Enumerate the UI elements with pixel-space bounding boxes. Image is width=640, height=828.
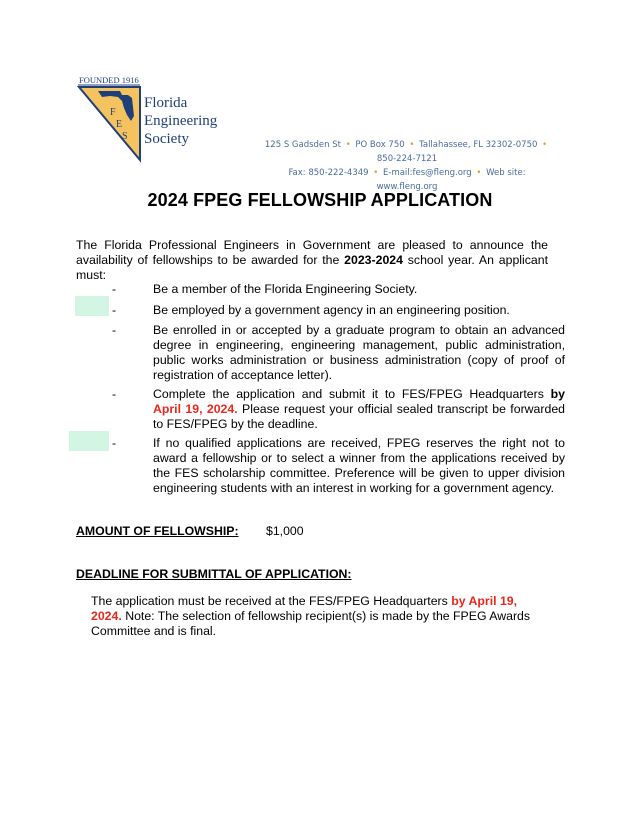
- logo-letter-f: F: [110, 107, 116, 118]
- page-title: 2024 FPEG FELLOWSHIP APPLICATION: [147, 190, 493, 210]
- deadline-heading: DEADLINE FOR SUBMITTAL OF APPLICATION:: [76, 567, 352, 581]
- amount-value: $1,000: [266, 524, 304, 538]
- logo-name-line2: Engineering: [144, 113, 218, 129]
- fes-logo: [76, 74, 256, 164]
- address-line: 125 S Gadsden St • PO Box 750 • Tallahassee, FL 32302-0750 • 850-224-7121: [264, 140, 548, 164]
- letterhead-address: [262, 138, 552, 194]
- logo-name-line1: Florida: [144, 95, 188, 111]
- contact-line: Fax: 850-222-4349 • E-mail:fes@fleng.org • Web site: www.fleng.org: [288, 168, 526, 192]
- deadline-paragraph: The application must be received at the FES/FPEG Headquarters by April 19, 2024. Note: The selection of fellowship recipient(s) is made by the FPEG Awards Committee and is final.: [91, 594, 531, 638]
- logo-letter-s: S: [122, 131, 128, 142]
- intro-paragraph: The Florida Professional Engineers in Government are pleased to announce the availability of fellowships to be awarded for the 2023-2024 school year. An applicant must:: [76, 238, 548, 282]
- logo-letter-e: E: [116, 119, 123, 130]
- highlight-mark: [69, 431, 109, 451]
- logo-founded: FOUNDED 1916: [79, 75, 139, 85]
- logo-name-line3: Society: [144, 131, 189, 147]
- amount-heading: AMOUNT OF FELLOWSHIP:: [76, 524, 239, 538]
- highlight-mark: [75, 296, 109, 316]
- deadline-date: April 19, 2024.: [153, 402, 238, 416]
- deadline-date: by April 19, 2024.: [91, 594, 518, 623]
